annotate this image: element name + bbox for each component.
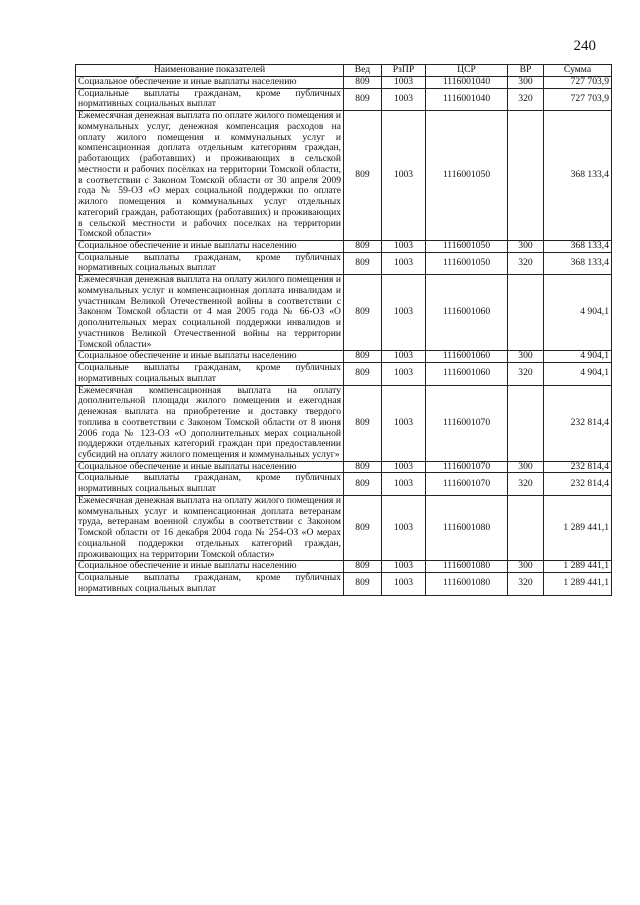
- cell-csr: 1116001070: [426, 473, 508, 495]
- cell-rzpr: 1003: [382, 275, 426, 351]
- cell-ved: 809: [344, 573, 382, 595]
- budget-table: [75, 64, 612, 596]
- cell-rzpr: 1003: [382, 573, 426, 595]
- cell-name: Социальные выплаты гражданам, кроме публичных нормативных социальных выплат: [76, 363, 344, 385]
- cell-sum: 232 814,4: [544, 461, 612, 473]
- cell-rzpr: 1003: [382, 252, 426, 274]
- cell-name: Социальное обеспечение и иные выплаты населению: [76, 77, 344, 89]
- cell-sum: 1 289 441,1: [544, 573, 612, 595]
- cell-sum: 727 703,9: [544, 77, 612, 89]
- table-row: [76, 252, 612, 274]
- cell-vr: 320: [508, 252, 544, 274]
- cell-name: Ежемесячная денежная выплата на оплату жилого помещения и коммунальных услуг и компенсационная доплата инвалидам и участникам Великой Отечественной войны в соответствии с Законом Томской области от 4 мая 2005 года № 66-ОЗ «О дополнительных мерах социальной поддержки инвалидов и участников Великой Отечественной войны на территории Томской области»: [76, 275, 344, 351]
- table-row: [76, 351, 612, 363]
- cell-rzpr: 1003: [382, 363, 426, 385]
- cell-ved: 809: [344, 111, 382, 241]
- page-number: 240: [573, 38, 596, 54]
- cell-name: Ежемесячная денежная выплата на оплату жилого помещения и коммунальных услуг и компенсационная доплата ветеранам труда, ветеранам военной службы в соответствии с Законом Томской области от 16 декабря 2004 года № 254-ОЗ «О мерах социальной поддержки отдельных категорий граждан, проживающих на территории Томской области»: [76, 495, 344, 560]
- table-row: [76, 495, 612, 560]
- table-row: [76, 88, 612, 110]
- cell-name: Социальное обеспечение и иные выплаты населению: [76, 241, 344, 253]
- cell-sum: 368 133,4: [544, 241, 612, 253]
- cell-name: Ежемесячная денежная выплата по оплате жилого помещения и коммунальных услуг, денежная компенсация расходов на оплату жилого помещения и коммунальных услуг и компенсационная доплата отдельным категориям граждан, работающих (работавших) и проживающих в сельской местности и рабочих посёлках на территории Томской области, в соответствии с Законом Томской области от 30 апреля 2009 года № 59-ОЗ «О мерах социальной поддержки по оплате жилого помещения и коммунальных услуг отдельных категорий граждан, работающих (работавших) и проживающих в сельской местности и рабочих поселках на территории Томской области»: [76, 111, 344, 241]
- cell-name: Социальные выплаты гражданам, кроме публичных нормативных социальных выплат: [76, 252, 344, 274]
- cell-ved: 809: [344, 561, 382, 573]
- cell-ved: 809: [344, 351, 382, 363]
- table-header: [76, 65, 612, 77]
- cell-sum: 4 904,1: [544, 351, 612, 363]
- cell-csr: 1116001050: [426, 241, 508, 253]
- cell-rzpr: 1003: [382, 88, 426, 110]
- cell-ved: 809: [344, 275, 382, 351]
- cell-ved: 809: [344, 385, 382, 461]
- cell-rzpr: 1003: [382, 77, 426, 89]
- table-body: [76, 77, 612, 596]
- table-row: [76, 275, 612, 351]
- cell-rzpr: 1003: [382, 561, 426, 573]
- table-row: [76, 561, 612, 573]
- cell-vr: 300: [508, 461, 544, 473]
- cell-name: Ежемесячная компенсационная выплата на оплату дополнительной площади жилого помещения и ежегодная денежная выплата на приобретение и доставку твердого топлива в соответствии с Законом Томской области от 8 июня 2006 года № 123-ОЗ «О дополнительных мерах социальной поддержки отдельных категорий граждан при предоставлении субсидий на оплату жилого помещения и коммунальных услуг»: [76, 385, 344, 461]
- cell-csr: 1116001070: [426, 385, 508, 461]
- cell-csr: 1116001040: [426, 88, 508, 110]
- cell-vr: [508, 275, 544, 351]
- cell-sum: 727 703,9: [544, 88, 612, 110]
- cell-vr: 320: [508, 363, 544, 385]
- cell-csr: 1116001050: [426, 252, 508, 274]
- cell-rzpr: 1003: [382, 461, 426, 473]
- cell-sum: 368 133,4: [544, 252, 612, 274]
- cell-ved: 809: [344, 241, 382, 253]
- cell-rzpr: 1003: [382, 241, 426, 253]
- cell-vr: 320: [508, 88, 544, 110]
- cell-ved: 809: [344, 252, 382, 274]
- cell-vr: 320: [508, 473, 544, 495]
- cell-sum: 232 814,4: [544, 385, 612, 461]
- table-row: [76, 473, 612, 495]
- cell-sum: 1 289 441,1: [544, 495, 612, 560]
- cell-ved: 809: [344, 461, 382, 473]
- table-row: [76, 241, 612, 253]
- cell-csr: 1116001060: [426, 351, 508, 363]
- cell-ved: 809: [344, 495, 382, 560]
- header-vr: ВР: [508, 65, 544, 77]
- cell-vr: 300: [508, 561, 544, 573]
- cell-name: Социальное обеспечение и иные выплаты населению: [76, 561, 344, 573]
- cell-vr: 300: [508, 241, 544, 253]
- cell-vr: 300: [508, 351, 544, 363]
- cell-ved: 809: [344, 77, 382, 89]
- cell-csr: 1116001040: [426, 77, 508, 89]
- table-row: [76, 111, 612, 241]
- cell-csr: 1116001080: [426, 495, 508, 560]
- cell-sum: 4 904,1: [544, 275, 612, 351]
- cell-vr: 320: [508, 573, 544, 595]
- header-ved: Вед: [344, 65, 382, 77]
- cell-name: Социальные выплаты гражданам, кроме публичных нормативных социальных выплат: [76, 88, 344, 110]
- table-row: [76, 461, 612, 473]
- cell-name: Социальное обеспечение и иные выплаты населению: [76, 461, 344, 473]
- cell-name: Социальные выплаты гражданам, кроме публичных нормативных социальных выплат: [76, 573, 344, 595]
- cell-rzpr: 1003: [382, 495, 426, 560]
- cell-sum: 232 814,4: [544, 473, 612, 495]
- cell-ved: 809: [344, 88, 382, 110]
- cell-csr: 1116001080: [426, 561, 508, 573]
- cell-name: Социальное обеспечение и иные выплаты населению: [76, 351, 344, 363]
- table-row: [76, 385, 612, 461]
- cell-sum: 1 289 441,1: [544, 561, 612, 573]
- cell-csr: 1116001060: [426, 275, 508, 351]
- cell-csr: 1116001080: [426, 573, 508, 595]
- cell-ved: 809: [344, 363, 382, 385]
- cell-sum: 368 133,4: [544, 111, 612, 241]
- cell-csr: 1116001070: [426, 461, 508, 473]
- cell-csr: 1116001060: [426, 363, 508, 385]
- header-name: Наименование показателей: [76, 65, 344, 77]
- cell-vr: 300: [508, 77, 544, 89]
- cell-vr: [508, 495, 544, 560]
- cell-rzpr: 1003: [382, 385, 426, 461]
- cell-rzpr: 1003: [382, 351, 426, 363]
- header-sum: Сумма: [544, 65, 612, 77]
- cell-csr: 1116001050: [426, 111, 508, 241]
- table-row: [76, 573, 612, 595]
- table-row: [76, 363, 612, 385]
- cell-ved: 809: [344, 473, 382, 495]
- cell-rzpr: 1003: [382, 473, 426, 495]
- table-row: [76, 77, 612, 89]
- cell-rzpr: 1003: [382, 111, 426, 241]
- cell-name: Социальные выплаты гражданам, кроме публичных нормативных социальных выплат: [76, 473, 344, 495]
- header-rzpr: РзПР: [382, 65, 426, 77]
- cell-sum: 4 904,1: [544, 363, 612, 385]
- cell-vr: [508, 385, 544, 461]
- cell-vr: [508, 111, 544, 241]
- header-csr: ЦСР: [426, 65, 508, 77]
